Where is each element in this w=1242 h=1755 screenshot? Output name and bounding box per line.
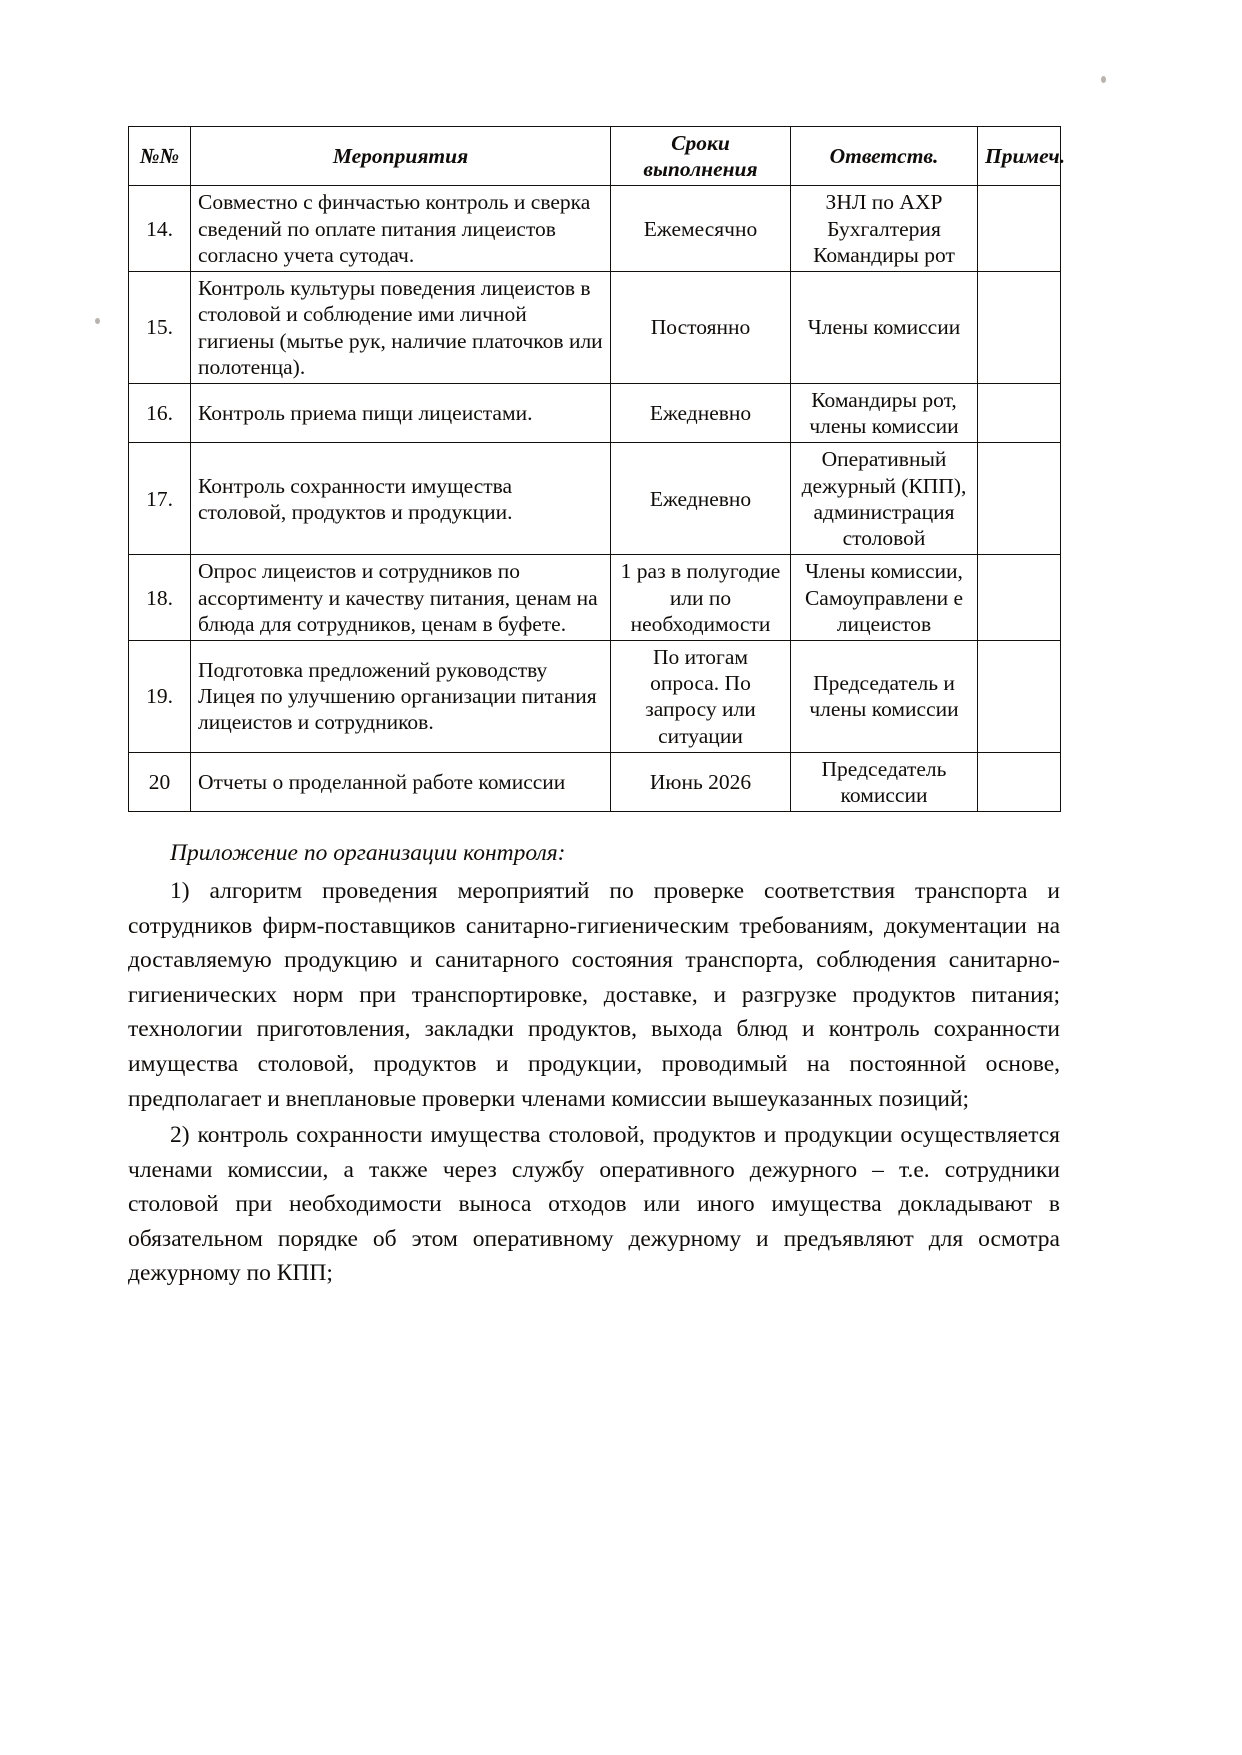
cell-term: Постоянно <box>611 272 791 384</box>
column-header-responsible: Ответств. <box>791 127 978 186</box>
cell-note <box>978 640 1061 752</box>
cell-activity: Отчеты о проделанной работе комиссии <box>191 752 611 811</box>
cell-term: Ежедневно <box>611 443 791 555</box>
column-header-note: Примеч. <box>978 127 1061 186</box>
table-row <box>129 640 1061 752</box>
cell-activity: Контроль приема пищи лицеистами. <box>191 383 611 442</box>
cell-note <box>978 272 1061 384</box>
column-header-number: №№ <box>129 127 191 186</box>
cell-responsible: Члены комиссии <box>791 272 978 384</box>
cell-responsible: Члены комиссии, Самоуправлени е лицеистов <box>791 555 978 641</box>
cell-term: По итогам опроса. По запросу или ситуации <box>611 640 791 752</box>
appendix-title: Приложение по организации контроля: <box>170 840 566 867</box>
table-row <box>129 272 1061 384</box>
cell-responsible: Председатель комиссии <box>791 752 978 811</box>
appendix-section <box>128 836 1060 1290</box>
cell-number: 18. <box>129 555 191 641</box>
appendix-paragraph-1: 1) алгоритм проведения мероприятий по проверке соответствия транспорта и сотрудников фирм-поставщиков санитарно-гигиеническим требованиям, документации на доставляемую продукцию и санитарного состояния транспорта, соблюдения санитарно-гигиенических норм при транспортировке, доставке, и разгрузке продуктов питания; технологии приготовления, закладки продуктов, выхода блюд и контроль сохранности имущества столовой, продуктов и продукции, проводимый на постоянной основе, предполагает и внеплановые проверки членами комиссии вышеуказанных позиций; <box>128 878 1060 1112</box>
cell-term: Июнь 2026 <box>611 752 791 811</box>
cell-note <box>978 555 1061 641</box>
cell-activity: Контроль культуры поведения лицеистов в столовой и соблюдение ими личной гигиены (мытье рук, наличие платочков или полотенца). <box>191 272 611 384</box>
cell-note <box>978 443 1061 555</box>
cell-note <box>978 186 1061 272</box>
cell-responsible: Председатель и члены комиссии <box>791 640 978 752</box>
scan-speck <box>95 318 100 324</box>
table-header-row <box>129 127 1061 186</box>
column-header-activity: Мероприятия <box>191 127 611 186</box>
cell-activity: Контроль сохранности имущества столовой, продуктов и продукции. <box>191 443 611 555</box>
column-header-term: Сроки выполнения <box>611 127 791 186</box>
control-measures-table <box>128 126 1066 812</box>
table-row <box>129 555 1061 641</box>
table-header <box>129 127 1066 186</box>
table-row <box>129 186 1061 272</box>
cell-number: 15. <box>129 272 191 384</box>
table-row <box>129 752 1061 811</box>
cell-number: 20 <box>129 752 191 811</box>
scan-speck <box>1101 76 1106 83</box>
table-body <box>129 186 1061 812</box>
cell-term: Ежемесячно <box>611 186 791 272</box>
cell-note <box>978 752 1061 811</box>
cell-responsible: ЗНЛ по АХР Бухгалтерия Командиры рот <box>791 186 978 272</box>
document-body <box>128 126 1066 1291</box>
cell-term: 1 раз в полугодие или по необходимости <box>611 555 791 641</box>
table-row <box>129 383 1061 442</box>
cell-number: 19. <box>129 640 191 752</box>
appendix-paragraph-2: 2) контроль сохранности имущества столовой, продуктов и продукции осуществляется членами комиссии, а также через службу оперативного дежурного – т.е. сотрудники столовой при необходимости выноса отходов или иного имущества докладывают в обязательном порядке об этом оперативному дежурному и предъявляют для осмотра дежурному по КПП; <box>128 1122 1060 1287</box>
cell-number: 17. <box>129 443 191 555</box>
cell-note <box>978 383 1061 442</box>
cell-responsible: Оперативный дежурный (КПП), администрация столовой <box>791 443 978 555</box>
cell-number: 14. <box>129 186 191 272</box>
cell-responsible: Командиры рот, члены комиссии <box>791 383 978 442</box>
table-row <box>129 443 1061 555</box>
cell-number: 16. <box>129 383 191 442</box>
cell-term: Ежедневно <box>611 383 791 442</box>
cell-activity: Опрос лицеистов и сотрудников по ассортименту и качеству питания, ценам на блюда для сотрудников, ценам в буфете. <box>191 555 611 641</box>
cell-activity: Подготовка предложений руководству Лицея по улучшению организации питания лицеистов и сотрудников. <box>191 640 611 752</box>
cell-activity: Совместно с финчастью контроль и сверка сведений по оплате питания лицеистов согласно учета сутодач. <box>191 186 611 272</box>
